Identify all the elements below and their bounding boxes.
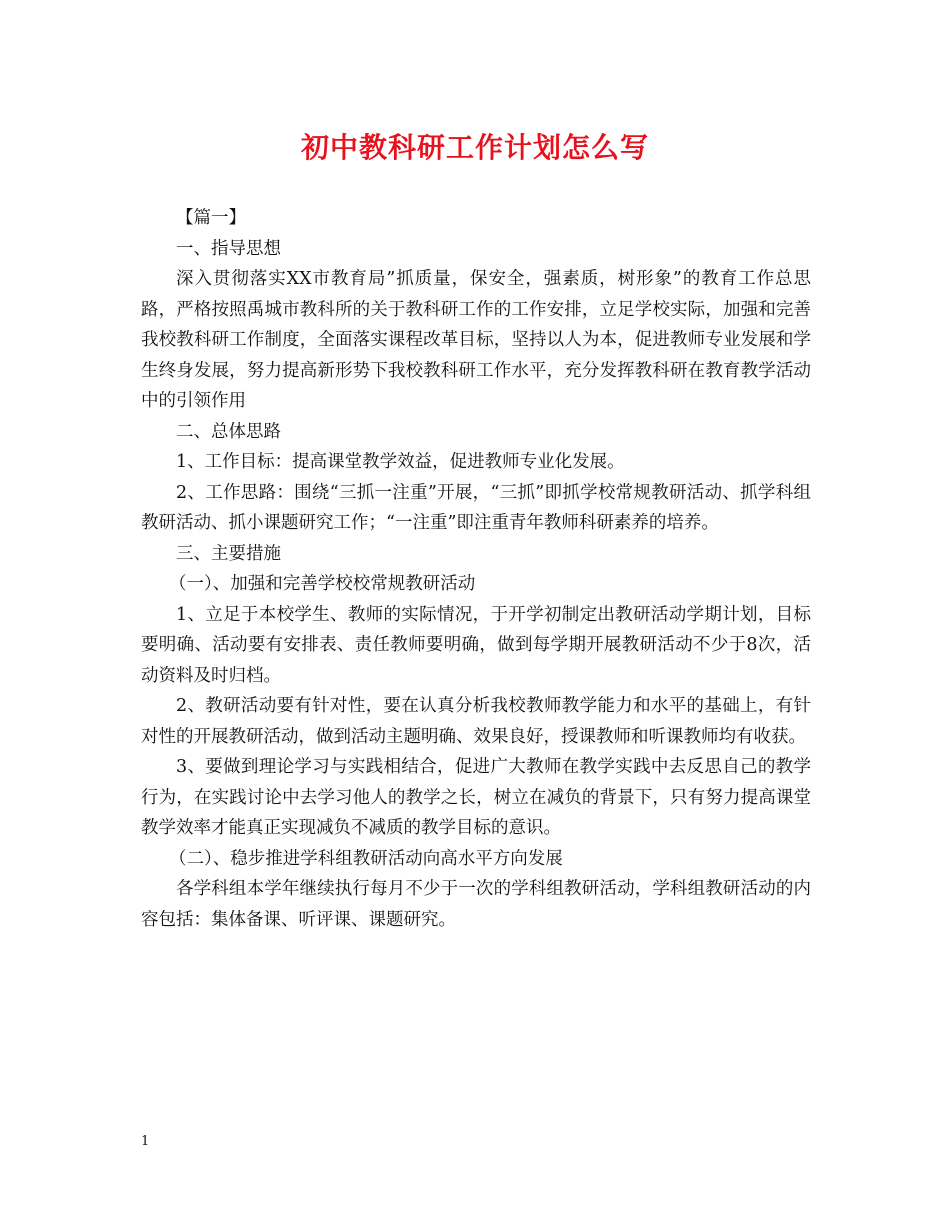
paragraph-measure-one-item-3: 3、要做到理论学习与实践相结合，促进广大教师在教学实践中去反思自己的教学行为，在实践讨论中去学习他人的教学之长，树立在减负的背景下，只有努力提高课堂教学效率才能真正实现减负不减质的教学目标的意识。 <box>141 757 811 838</box>
subheading-measure-one: （一）、加强和完善学校校常规教研活动 <box>169 574 476 594</box>
paragraph-measure-one-item-1: 1、立足于本校学生、教师的实际情况，于开学初制定出教研活动学期计划，目标要明确、活动要有安排表、责任教师要明确，做到每学期开展教研活动不少于8次，活动资料及时归档。 <box>141 604 811 686</box>
paragraph-section-label: 【篇一】 <box>176 208 246 228</box>
heading-overall-thinking: 二、总体思路 <box>176 421 281 442</box>
paragraph-measure-one-item-2: 2、教研活动要有针对性，要在认真分析我校教师教学能力和水平的基础上，有针对性的开展教研活动，做到活动主题明确、效果良好，授课教师和听课教师均有收获。 <box>141 696 811 747</box>
document-title: 初中教科研工作计划怎么写 <box>300 131 649 164</box>
heading-guiding-ideology: 一、指导思想 <box>176 238 281 259</box>
paragraph-work-approach: 2、工作思路：围绕“三抓一注重”开展，“三抓”即抓学校常规教研活动、抓学科组教研活动、抓小课题研究工作；“一注重”即注重青年教师科研素养的培养。 <box>141 482 811 533</box>
paragraph-measure-two: 各学科组本学年继续执行每月不少于一次的学科组教研活动，学科组教研活动的内容包括：集体备课、听评课、课题研究。 <box>141 879 811 930</box>
page-number: 1 <box>141 1134 150 1149</box>
document-body <box>141 203 811 935</box>
paragraph-guiding-ideology: 深入贯彻落实XX市教育局”抓质量，保安全，强素质，树形象”的教育工作总思路，严格按照禹城市教科所的关于教科研工作的工作安排，立足学校实际，加强和完善我校教科研工作制度，全面落实课程改革目标，坚持以人为本，促进教师专业发展和学生终身发展，努力提高新形势下我校教科研工作水平，充分发挥教科研在教育教学活动中的引领作用 <box>141 269 811 411</box>
heading-main-measures: 三、主要措施 <box>176 543 281 564</box>
subheading-measure-two: （二）、稳步推进学科组教研活动向高水平方向发展 <box>169 848 563 869</box>
paragraph-work-goal: 1、工作目标：提高课堂教学效益，促进教师专业化发展。 <box>176 452 625 472</box>
